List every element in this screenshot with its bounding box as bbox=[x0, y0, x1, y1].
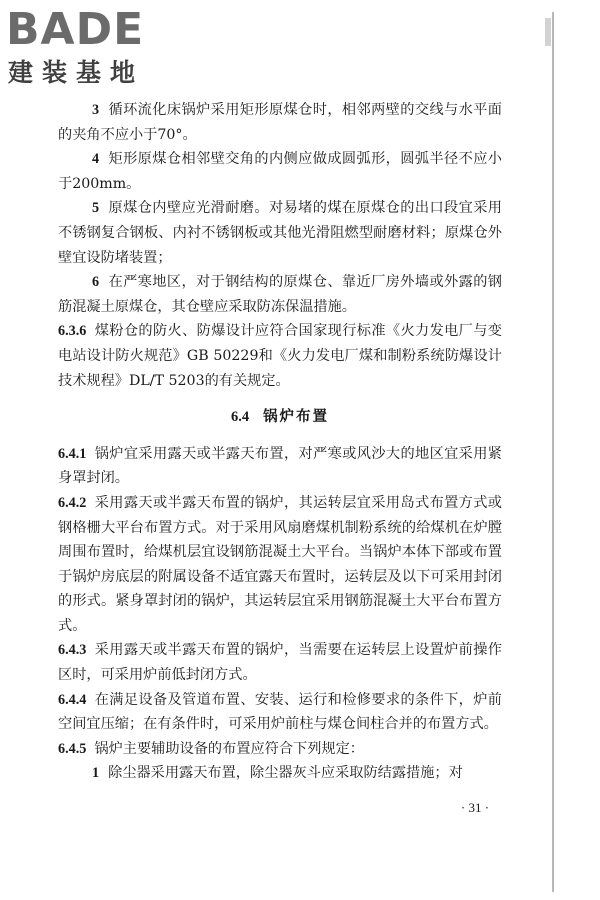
item-number: 3 bbox=[92, 102, 100, 118]
logo-brand: BADE bbox=[6, 4, 145, 55]
page-body bbox=[58, 98, 502, 786]
clause-text: 锅炉主要辅助设备的布置应符合下列规定： bbox=[94, 740, 364, 757]
list-item bbox=[58, 761, 502, 786]
clause-6-4-2 bbox=[58, 491, 502, 639]
item-text: 原煤仓内壁应光滑耐磨。对易堵的煤在原煤仓的出口段宜采用不锈钢复合钢板、内衬不锈钢板或其他光滑阻燃型耐磨材料；原煤仓外壁宜设防堵装置； bbox=[58, 200, 502, 266]
bade-logo bbox=[6, 6, 181, 96]
clause-text: 锅炉宜采用露天或半露天布置，对严寒或风沙大的地区宜采用紧身罩封闭。 bbox=[58, 445, 502, 487]
section-heading bbox=[58, 405, 502, 430]
clause-6-4-3 bbox=[58, 638, 502, 687]
clause-text: 煤粉仓的防火、防爆设计应符合国家现行标准《火力发电厂与变电站设计防火规范》GB 50229和《火力发电厂煤和制粉系统防爆设计技术规程》DL/T 5203的有关规定。 bbox=[58, 323, 502, 389]
item-text: 在严寒地区，对于钢结构的原煤仓、靠近厂房外墙或外露的钢筋混凝土原煤仓，其仓壁应采取防冻保温措施。 bbox=[58, 274, 502, 315]
item-text: 循环流化床锅炉采用矩形原煤仓时，相邻两壁的交线与水平面的夹角不应小于70°。 bbox=[58, 102, 502, 143]
logo-subtitle: 建装基地 bbox=[8, 58, 145, 87]
list-item bbox=[58, 147, 502, 196]
item-number: 4 bbox=[92, 151, 100, 168]
clause-text: 在满足设备及管道布置、安装、运行和检修要求的条件下，炉前空间宜压缩；在有条件时，可采用炉前柱与煤仓间柱合并的布置方式。 bbox=[58, 691, 502, 733]
item-number: 1 bbox=[92, 765, 100, 782]
section-title: 锅炉布置 bbox=[263, 408, 330, 426]
clause-6-4-5 bbox=[58, 737, 502, 762]
clause-6-4-4 bbox=[58, 688, 502, 737]
scan-mark bbox=[545, 18, 551, 46]
clause-number: 6.4.5 bbox=[58, 740, 87, 757]
clause-6-3-6 bbox=[58, 319, 502, 393]
page-number: · 31 · bbox=[460, 800, 490, 815]
clause-number: 6.3.6 bbox=[58, 323, 87, 340]
page-edge-line bbox=[552, 12, 554, 892]
list-item bbox=[58, 270, 502, 319]
clause-text: 采用露天或半露天布置的锅炉，其运转层宜采用岛式布置方式或钢格栅大平台布置方式。对于采用风扇磨煤机制粉系统的给煤机在炉膛周围布置时，给煤机层宜设钢筋混凝土大平台。当锅炉本体下部或布置于锅炉房底层的附属设备不适宜露天布置时，运转层及以下可采用封闭的形式。紧身罩封闭的锅炉，其运转层宜采用钢筋混凝土大平台布置方式。 bbox=[58, 494, 502, 634]
clause-number: 6.4.1 bbox=[58, 445, 87, 462]
clause-number: 6.4.3 bbox=[58, 642, 87, 659]
item-number: 6 bbox=[92, 274, 100, 291]
list-item bbox=[58, 196, 502, 270]
clause-number: 6.4.4 bbox=[58, 691, 87, 708]
item-number: 5 bbox=[92, 200, 100, 217]
list-item bbox=[58, 98, 502, 147]
item-text: 矩形原煤仓相邻壁交角的内侧应做成圆弧形，圆弧半径不应小于200mm。 bbox=[58, 151, 502, 192]
clause-text: 采用露天或半露天布置的锅炉，当需要在运转层上设置炉前操作区时，可采用炉前低封闭方式。 bbox=[58, 642, 502, 684]
item-text: 除尘器采用露天布置，除尘器灰斗应采取防结露措施；对 bbox=[108, 765, 463, 782]
clause-6-4-1 bbox=[58, 442, 502, 491]
clause-number: 6.4.2 bbox=[58, 494, 87, 511]
section-number: 6.4 bbox=[230, 409, 250, 426]
